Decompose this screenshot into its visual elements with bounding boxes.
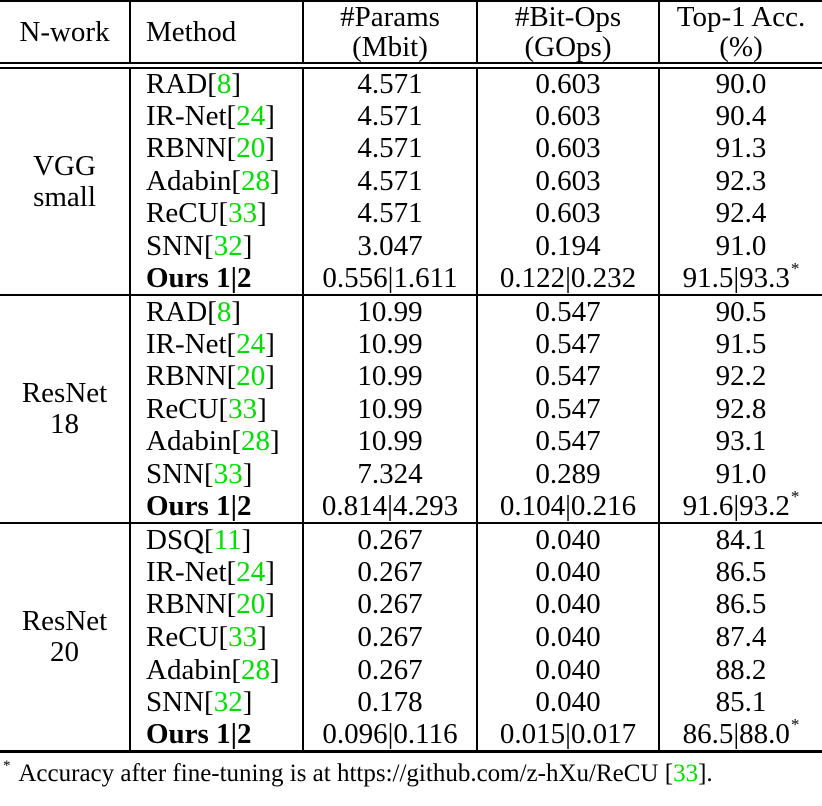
- citation-link[interactable]: 28: [241, 653, 271, 686]
- params-cell: 0.096|0.116: [303, 719, 477, 752]
- acc-cell: 91.3: [659, 132, 822, 165]
- method-name: RBNN: [146, 588, 227, 621]
- citation-link[interactable]: 33: [228, 392, 258, 425]
- bitops-cell: 0.040: [477, 686, 659, 719]
- network-cell: [0, 66, 130, 296]
- citation-link[interactable]: 24: [236, 99, 266, 132]
- network-label-line: ResNet: [21, 377, 108, 410]
- cite-close-bracket: ]: [265, 555, 275, 588]
- method-cell: [130, 654, 303, 687]
- method-name: RBNN: [146, 360, 227, 393]
- acc-cell: 90.5: [659, 295, 822, 328]
- citation-link[interactable]: 33: [228, 621, 258, 654]
- table-body: [0, 66, 822, 752]
- footnote-suffix: ].: [698, 759, 713, 787]
- citation-link[interactable]: 20: [236, 132, 266, 165]
- network-label-line: small: [33, 180, 96, 213]
- params-cell: 10.99: [303, 425, 477, 458]
- bitops-cell: 0.603: [477, 165, 659, 198]
- acc-cell: 86.5: [659, 556, 822, 589]
- acc-cell: 90.0: [659, 66, 822, 100]
- fine-tune-star: *: [790, 715, 800, 735]
- params-cell: 0.267: [303, 654, 477, 687]
- cite-close-bracket: ]: [231, 295, 242, 328]
- bitops-cell: 0.603: [477, 66, 659, 100]
- method-name: Ours 1|2: [146, 261, 252, 294]
- method-cell: [130, 99, 303, 132]
- acc-cell: 90.4: [659, 99, 822, 132]
- bitops-cell: 0.547: [477, 425, 659, 458]
- acc-cell: 92.2: [659, 360, 822, 393]
- acc-cell: 91.5: [659, 328, 822, 361]
- bitops-cell: 0.040: [477, 556, 659, 589]
- params-cell: 4.571: [303, 66, 477, 100]
- params-header-line1: #Params: [340, 1, 440, 33]
- method-name: Ours 1|2: [146, 490, 252, 523]
- bitops-header-line2: (GOps): [524, 31, 612, 63]
- method-cell: [130, 262, 303, 295]
- cite-close-bracket: ]: [265, 360, 275, 393]
- cite-close-bracket: ]: [265, 588, 275, 621]
- col-header-network: [0, 1, 130, 66]
- params-cell: 0.556|1.611: [303, 262, 477, 295]
- citation-link[interactable]: 28: [241, 425, 271, 458]
- cite-close-bracket: ]: [270, 164, 280, 197]
- cite-open-bracket: [: [204, 523, 214, 556]
- bitops-cell: 0.547: [477, 360, 659, 393]
- cite-open-bracket: [: [226, 327, 237, 360]
- method-cell: [130, 197, 303, 230]
- method-cell: [130, 393, 303, 426]
- method-name: SNN: [146, 458, 205, 491]
- cite-open-bracket: [: [204, 458, 214, 491]
- params-cell: 4.571: [303, 197, 477, 230]
- bitops-cell: 0.104|0.216: [477, 491, 659, 524]
- bitops-cell: 0.194: [477, 230, 659, 263]
- cite-open-bracket: [: [231, 425, 242, 458]
- method-name: SNN: [146, 229, 205, 262]
- bitops-cell: 0.040: [477, 588, 659, 621]
- acc-cell: 91.6|93.2*: [659, 491, 822, 524]
- method-cell: [130, 360, 303, 393]
- params-cell: 4.571: [303, 132, 477, 165]
- method-name: RAD: [146, 68, 208, 100]
- cite-close-bracket: ]: [265, 132, 275, 165]
- cite-open-bracket: [: [218, 621, 229, 654]
- method-name: DSQ: [146, 523, 205, 556]
- cite-open-bracket: [: [207, 68, 217, 100]
- cite-close-bracket: ]: [241, 523, 252, 556]
- bitops-cell: 0.603: [477, 132, 659, 165]
- method-header-label: Method: [146, 16, 237, 48]
- bitops-cell: 0.289: [477, 458, 659, 491]
- cite-close-bracket: ]: [265, 327, 275, 360]
- method-name: ReCU: [146, 197, 219, 230]
- method-cell: [130, 425, 303, 458]
- acc-cell: 92.8: [659, 393, 822, 426]
- cite-open-bracket: [: [218, 197, 229, 230]
- bitops-cell: 0.547: [477, 328, 659, 361]
- bitops-cell: 0.040: [477, 523, 659, 556]
- method-name: IR-Net: [146, 555, 227, 588]
- bitops-cell: 0.547: [477, 295, 659, 328]
- cite-open-bracket: [: [226, 99, 237, 132]
- cite-open-bracket: [: [204, 686, 214, 719]
- params-cell: 7.324: [303, 458, 477, 491]
- method-cell: [130, 621, 303, 654]
- bitops-cell: 0.547: [477, 393, 659, 426]
- method-name: Ours 1|2: [146, 718, 252, 751]
- footnote-text: Accuracy after fine-tuning is at https://github.com/z-hXu/ReCU [: [13, 759, 674, 787]
- acc-cell: 93.1: [659, 425, 822, 458]
- method-name: RBNN: [146, 132, 227, 165]
- params-cell: 3.047: [303, 230, 477, 263]
- method-cell: [130, 66, 303, 100]
- citation-link[interactable]: 8: [216, 68, 232, 100]
- cite-close-bracket: ]: [265, 99, 275, 132]
- citation-link[interactable]: 32: [213, 229, 243, 262]
- method-cell: [130, 295, 303, 328]
- method-name: Adabin: [146, 164, 232, 197]
- acc-cell: 92.4: [659, 197, 822, 230]
- cite-close-bracket: ]: [242, 229, 253, 262]
- fine-tune-star: *: [790, 487, 800, 507]
- citation-link[interactable]: 24: [236, 555, 266, 588]
- params-cell: 0.267: [303, 523, 477, 556]
- params-cell: 10.99: [303, 328, 477, 361]
- cite-open-bracket: [: [207, 295, 217, 328]
- method-cell: [130, 132, 303, 165]
- acc-cell: 86.5|88.0*: [659, 719, 822, 752]
- params-cell: 0.267: [303, 556, 477, 589]
- citation-link[interactable]: 20: [236, 588, 266, 621]
- params-header-line2: (Mbit): [352, 31, 428, 63]
- cite-close-bracket: ]: [231, 68, 242, 100]
- cite-close-bracket: ]: [257, 197, 267, 230]
- acc-cell: 85.1: [659, 686, 822, 719]
- params-cell: 10.99: [303, 295, 477, 328]
- table-row: [0, 66, 822, 100]
- header-row: [0, 1, 822, 66]
- method-name: RAD: [146, 295, 208, 328]
- method-name: Adabin: [146, 653, 232, 686]
- citation-link[interactable]: 8: [216, 295, 232, 328]
- bitops-cell: 0.122|0.232: [477, 262, 659, 295]
- network-label-line: VGG: [33, 149, 96, 182]
- cite-close-bracket: ]: [242, 686, 253, 719]
- params-cell: 4.571: [303, 165, 477, 198]
- network-label-line: 18: [50, 408, 79, 441]
- method-name: Adabin: [146, 425, 232, 458]
- col-header-method: [130, 1, 303, 66]
- citation-link[interactable]: 33: [228, 197, 258, 230]
- cite-open-bracket: [: [204, 229, 214, 262]
- method-cell: [130, 328, 303, 361]
- cite-open-bracket: [: [226, 360, 237, 393]
- method-cell: [130, 458, 303, 491]
- bitops-cell: 0.603: [477, 99, 659, 132]
- cite-open-bracket: [: [226, 555, 237, 588]
- params-cell: 10.99: [303, 360, 477, 393]
- table-row: [0, 295, 822, 328]
- footnote-citation[interactable]: 33: [673, 759, 699, 787]
- cite-close-bracket: ]: [270, 653, 280, 686]
- footnote-asterisk: *: [3, 758, 11, 775]
- params-cell: 0.814|4.293: [303, 491, 477, 524]
- method-name: ReCU: [146, 392, 219, 425]
- method-name: ReCU: [146, 621, 219, 654]
- citation-link[interactable]: 32: [213, 686, 243, 719]
- cite-open-bracket: [: [231, 164, 242, 197]
- acc-cell: 91.0: [659, 230, 822, 263]
- params-cell: 4.571: [303, 99, 477, 132]
- params-cell: 0.267: [303, 621, 477, 654]
- cite-close-bracket: ]: [270, 425, 280, 458]
- network-cell: [0, 295, 130, 523]
- method-cell: [130, 230, 303, 263]
- bitops-cell: 0.603: [477, 197, 659, 230]
- bitops-header-line1: #Bit-Ops: [514, 1, 622, 33]
- params-cell: 10.99: [303, 393, 477, 426]
- params-cell: 0.267: [303, 588, 477, 621]
- network-label-line: ResNet: [21, 604, 108, 637]
- cite-open-bracket: [: [218, 392, 229, 425]
- cite-close-bracket: ]: [257, 392, 267, 425]
- method-name: SNN: [146, 686, 205, 719]
- col-header-bitops: [477, 1, 659, 66]
- acc-cell: 86.5: [659, 588, 822, 621]
- col-header-params: [303, 1, 477, 66]
- bitops-cell: 0.040: [477, 654, 659, 687]
- cite-open-bracket: [: [226, 132, 237, 165]
- method-cell: [130, 686, 303, 719]
- col-header-acc: [659, 1, 822, 66]
- acc-cell: 91.0: [659, 458, 822, 491]
- acc-cell: 87.4: [659, 621, 822, 654]
- acc-header-line1: Top-1 Acc.: [676, 1, 806, 33]
- method-name: IR-Net: [146, 327, 227, 360]
- method-cell: [130, 491, 303, 524]
- network-cell: [0, 523, 130, 751]
- network-header-label: N-work: [19, 16, 110, 48]
- method-cell: [130, 588, 303, 621]
- acc-cell: 92.3: [659, 165, 822, 198]
- citation-link[interactable]: 11: [213, 523, 242, 556]
- citation-link[interactable]: 33: [213, 458, 243, 491]
- params-cell: 0.178: [303, 686, 477, 719]
- cite-close-bracket: ]: [242, 458, 253, 491]
- network-label-line: 20: [50, 635, 79, 668]
- citation-link[interactable]: 20: [236, 360, 266, 393]
- cite-open-bracket: [: [226, 588, 237, 621]
- cite-close-bracket: ]: [257, 621, 267, 654]
- method-cell: [130, 719, 303, 752]
- acc-cell: 88.2: [659, 654, 822, 687]
- citation-link[interactable]: 24: [236, 327, 266, 360]
- acc-cell: 91.5|93.3*: [659, 262, 822, 295]
- table-row: [0, 523, 822, 556]
- table-footnote: [3, 758, 822, 790]
- method-cell: [130, 165, 303, 198]
- fine-tune-star: *: [790, 259, 800, 279]
- method-name: IR-Net: [146, 99, 227, 132]
- method-cell: [130, 556, 303, 589]
- bitops-cell: 0.015|0.017: [477, 719, 659, 752]
- method-cell: [130, 523, 303, 556]
- citation-link[interactable]: 28: [241, 164, 271, 197]
- bitops-cell: 0.040: [477, 621, 659, 654]
- cite-open-bracket: [: [231, 653, 242, 686]
- acc-header-line2: (%): [719, 31, 763, 63]
- acc-cell: 84.1: [659, 523, 822, 556]
